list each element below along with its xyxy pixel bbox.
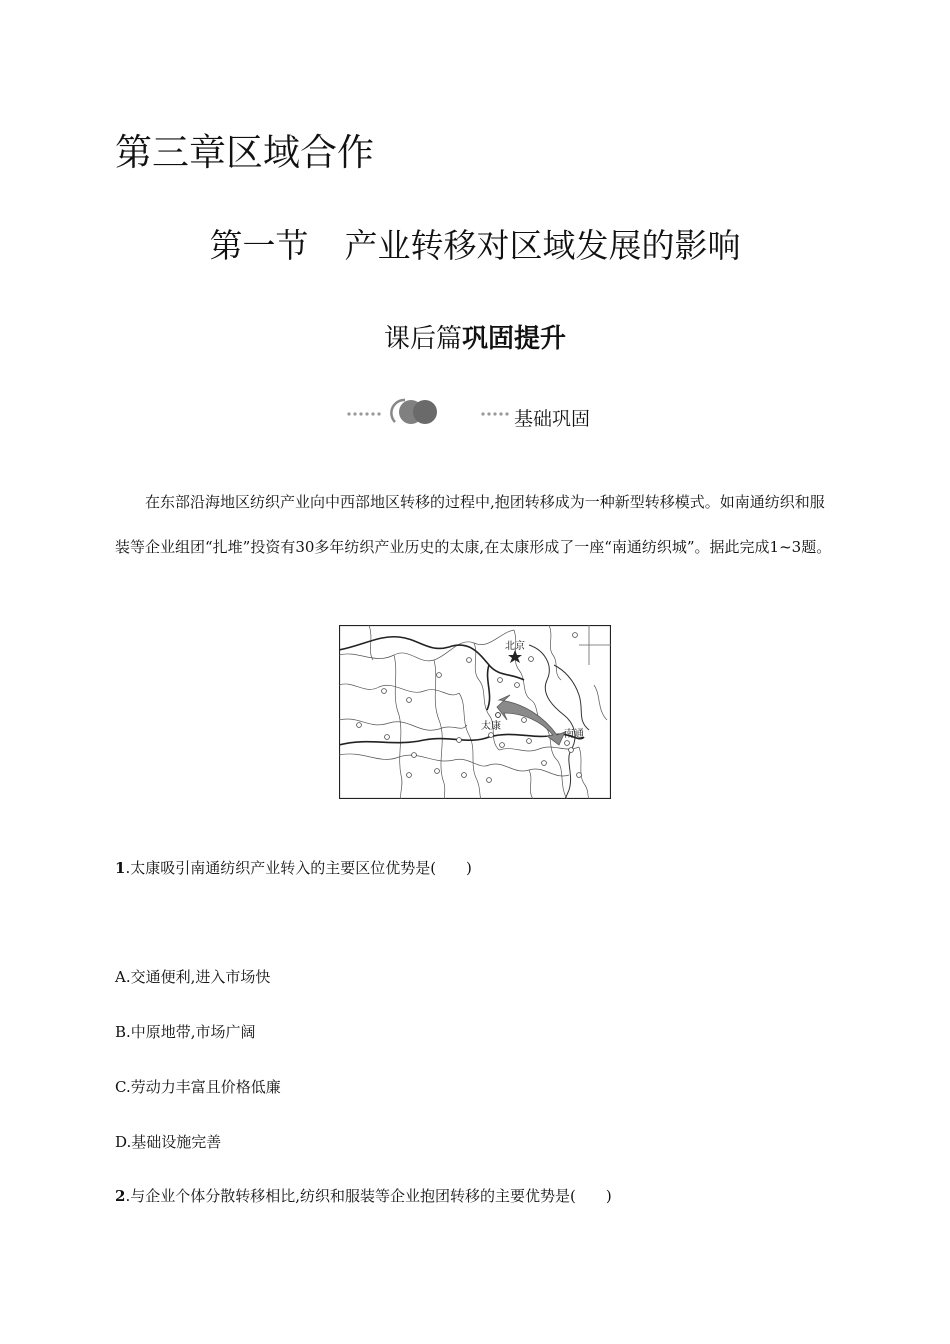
practice-prefix: 课后篇	[383, 324, 462, 354]
question-1-text: .太康吸引南通纺织产业转入的主要区位优势是( )	[125, 859, 472, 877]
chapter-title: 第三章区域合作	[115, 131, 374, 174]
level-badge-label: 基础巩固	[514, 408, 591, 430]
section-number: 第一节	[209, 226, 309, 265]
question-2-number: 2	[115, 1187, 126, 1205]
question-1-number: 1	[115, 859, 126, 877]
practice-emphasis: 巩固提升	[462, 324, 567, 354]
map-label-beijing: 北京	[505, 641, 525, 652]
map-label-taikang: 太康	[481, 721, 501, 732]
question-1-option-c: C.劳动力丰富且价格低廉	[115, 1078, 281, 1096]
question-2	[115, 1185, 612, 1206]
intro-text: 在东部沿海地区纺织产业向中西部地区转移的过程中,抱团转移成为一种新型转移模式。如南通纺织和服装等企业组团“扎堆”投资有30多年纺织产业历史的太康,在太康形成了一座“南通纺织城”。据此完成1~3题。	[115, 493, 832, 556]
question-2-text: .与企业个体分散转移相比,纺织和服装等企业抱团转移的主要优势是( )	[125, 1187, 612, 1205]
intro-paragraph	[115, 480, 835, 570]
question-1-option-d: D.基础设施完善	[115, 1133, 222, 1151]
section-heading	[0, 220, 950, 267]
practice-heading	[0, 318, 950, 355]
question-1	[115, 857, 472, 878]
level-badge-decoration	[345, 394, 645, 434]
question-1-option-a: A.交通便利,进入市场快	[115, 968, 271, 986]
section-title: 产业转移对区域发展的影响	[344, 226, 741, 265]
china-map-figure	[339, 625, 611, 799]
double-circle-icon	[391, 400, 437, 424]
map-label-nantong: 南通	[564, 729, 584, 740]
question-1-option-b: B.中原地带,市场广阔	[115, 1023, 256, 1041]
